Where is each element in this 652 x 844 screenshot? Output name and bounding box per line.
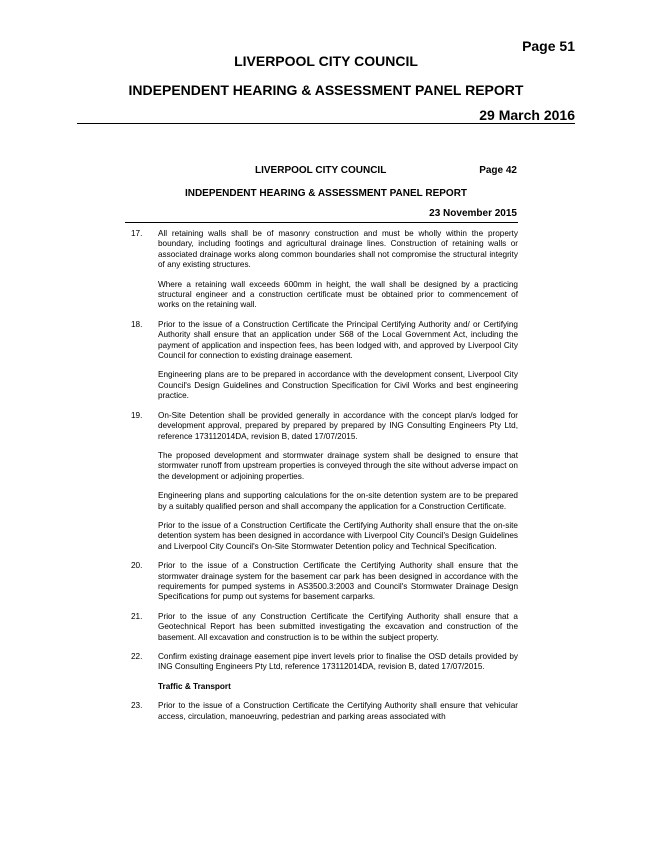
- condition-number: 22.: [131, 652, 143, 661]
- condition-number: 23.: [131, 701, 143, 711]
- condition-paragraph: The proposed development and stormwater drainage system shall be designed to ensure that stormwater runoff from upstream properties is conveyed through the site without adverse impact on the development or adjoining properties.: [158, 450, 518, 481]
- condition-paragraph: Confirm existing drainage easement pipe invert levels prior to finalise the OSD details provided by ING Consulting Engineers Pty Ltd, reference 173112014DA, revision B, dated 17/07/2015.: [158, 652, 518, 672]
- condition-number: 17.: [131, 229, 143, 238]
- condition-paragraph: Engineering plans and supporting calculations for the on-site detention system are to be prepared by a suitably qualified person and shall accompany the application for a Construction Certificate.: [158, 491, 518, 511]
- inner-header-rule: [125, 222, 518, 223]
- condition-item: [131, 561, 518, 603]
- condition-paragraph: Prior to the issue of any Construction Certificate the Certifying Authority shall ensure that a Geotechnical Report has been submitted investigating the excavation and construction of the basement. All excavation and construction is to be within the subject property.: [158, 611, 518, 642]
- condition-paragraph: Where a retaining wall exceeds 600mm in height, the wall shall be designed by a practicing structural engineer and a construction certificate must be obtained prior to commencement of works on the retaining wall.: [158, 279, 518, 310]
- condition-number: 18.: [131, 319, 143, 329]
- condition-number: 20.: [131, 561, 143, 571]
- outer-council-title: LIVERPOOL CITY COUNCIL: [234, 53, 418, 69]
- condition-item: [131, 411, 518, 552]
- condition-number: 19.: [131, 410, 143, 420]
- outer-report-date: 29 March 2016: [479, 107, 575, 123]
- condition-item: [131, 320, 518, 402]
- conditions-body: [131, 229, 518, 731]
- condition-item: [131, 612, 518, 643]
- inner-report-date: 23 November 2015: [429, 208, 517, 219]
- condition-paragraph: Prior to the issue of a Construction Certificate the Principal Certifying Authority and/ or Certifying Authority shall ensure that an application under S68 of the Local Government Act, including the payment of application and inspection fees, has been lodged with, and approved by Liverpool City Council for connection to existing drainage easement.: [158, 319, 518, 361]
- condition-paragraph: Engineering plans are to be prepared in accordance with the development consent, Liverpool City Council's Design Guidelines and Construction Specification for Civil Works and best engineering practice.: [158, 370, 518, 401]
- inner-page-number: Page 42: [479, 165, 517, 176]
- condition-paragraph: Prior to the issue of a Construction Certificate the Certifying Authority shall ensure that vehicular access, circulation, manoeuvring, pedestrian and parking areas associated with: [158, 701, 518, 721]
- inner-council-title: LIVERPOOL CITY COUNCIL: [255, 165, 387, 176]
- inner-report-title: INDEPENDENT HEARING & ASSESSMENT PANEL REPORT: [184, 188, 468, 199]
- outer-report-title: INDEPENDENT HEARING & ASSESSMENT PANEL REPORT: [128, 82, 524, 98]
- condition-paragraph: Prior to the issue of a Construction Certificate the Certifying Authority shall ensure that the on-site detention system has been designed in accordance with Liverpool City Council's Design Guidelines and Liverpool City Council's On-Site Stormwater Detention policy and Technical Specification.: [158, 520, 518, 551]
- outer-page-number: Page 51: [522, 38, 575, 54]
- condition-number: 21.: [131, 611, 143, 621]
- condition-paragraph: Prior to the issue of a Construction Certificate the Certifying Authority shall ensure that the stormwater drainage system for the basement car park has been designed in accordance with the requirements for pumped systems in AS3500.3:2003 and Council's Stormwater Drainage Design Specifications for pump out systems for basement carparks.: [158, 561, 518, 602]
- condition-item: [131, 652, 518, 673]
- condition-paragraph: On-Site Detention shall be provided generally in accordance with the concept plan/s lodged for development approval, prepared by prepared by prepared by ING Consulting Engineers Pty Ltd, reference 173112014DA, revision B, dated 17/07/2015.: [158, 410, 518, 441]
- condition-paragraph: All retaining walls shall be of masonry construction and must be wholly within the property boundary, including footings and agricultural drainage lines. Construction of retaining walls or associated drainage works along common boundaries shall not compromise the structural integrity of any existing structures.: [158, 229, 518, 270]
- outer-header-rule: [77, 123, 575, 124]
- condition-item: [131, 229, 518, 311]
- condition-item: [131, 701, 518, 722]
- section-heading-traffic: Traffic & Transport: [158, 681, 231, 691]
